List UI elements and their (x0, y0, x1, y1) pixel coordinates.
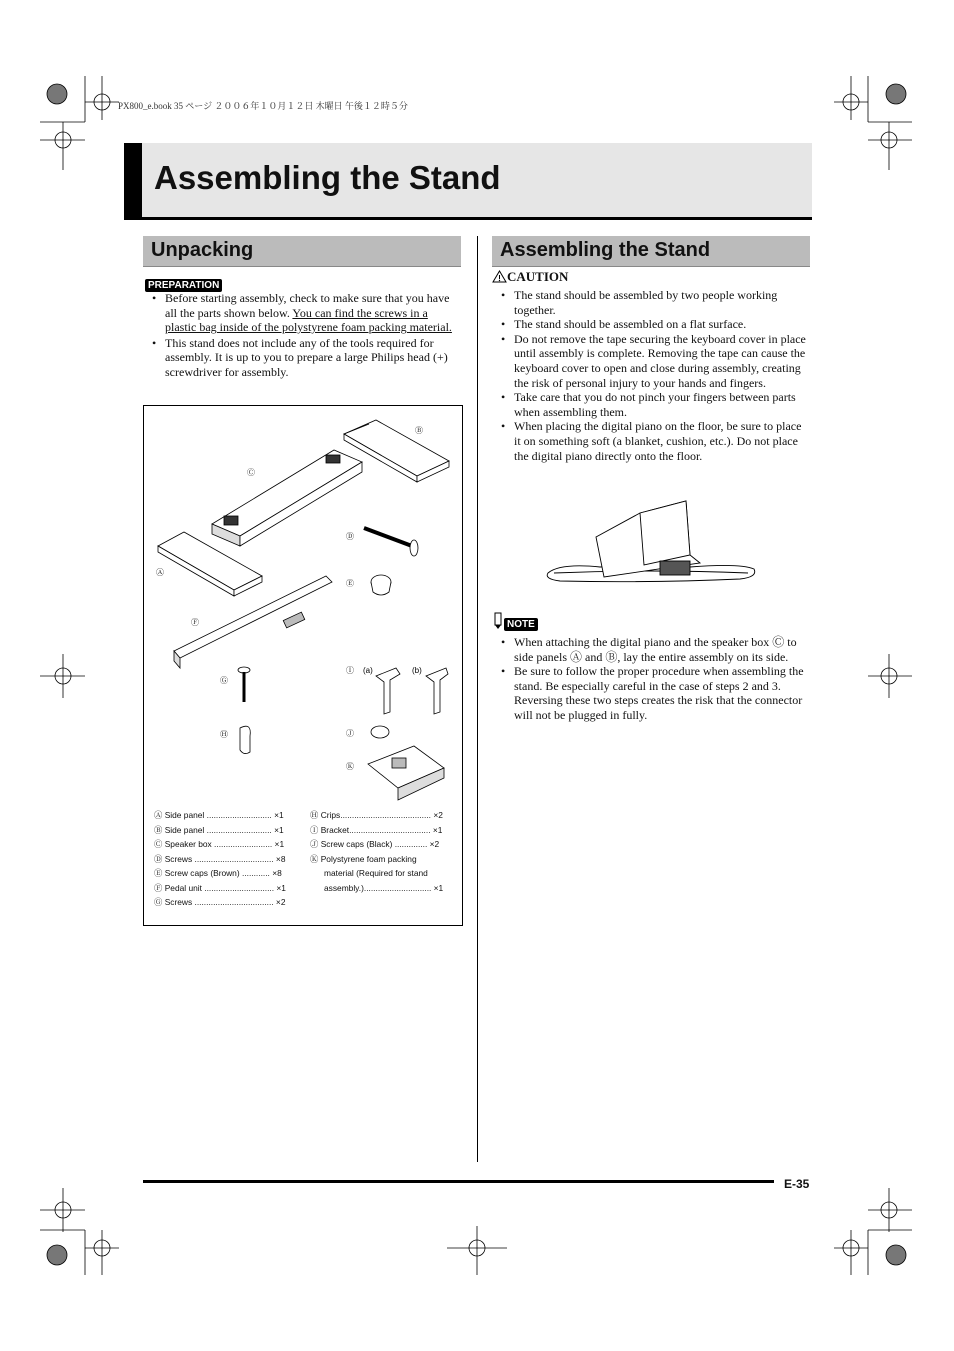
list-item (310, 837, 455, 852)
caution-list (501, 288, 809, 463)
parts-list-left (154, 808, 299, 910)
parts-figure-box (143, 405, 463, 926)
unpacking-list (152, 291, 460, 380)
list-item: • When attaching the digital piano and the speaker box Ⓒ to side panels Ⓐ and Ⓑ, lay the entire assembly on its side. (501, 635, 811, 664)
label-a: Ⓐ (156, 568, 164, 577)
part-text: Screw caps (Brown) ............ ×8 (164, 868, 282, 878)
part-letter: Ⓒ (154, 839, 163, 849)
section-unpacking-header (143, 236, 461, 267)
bullet-text-underlined: You can find the screws in a plastic bag inside of the polystyrene foam packing material. (165, 305, 452, 335)
label-e: Ⓔ (346, 579, 354, 588)
label-g: Ⓖ (220, 676, 228, 685)
list-item (154, 895, 299, 910)
warning-icon (492, 270, 507, 283)
part-letter: Ⓗ (310, 810, 319, 820)
section-unpacking-title: Unpacking (151, 239, 254, 261)
part-letter: Ⓙ (310, 839, 319, 849)
page-number: E-35 (784, 1177, 810, 1191)
note-badge: NOTE (504, 618, 538, 631)
foam-k-drawing (368, 746, 444, 800)
part-text: Polystyrene foam packing (320, 853, 417, 864)
part-text: Crips....................................... ×2 (320, 810, 443, 820)
label-sub-b: (b) (412, 666, 422, 675)
list-item: • When placing the digital piano on the floor, be sure to place it on something soft (a blanket, cushion, etc.). Do not place the digital piano directly onto the floor. (501, 419, 809, 463)
page-title: Assembling the Stand (154, 159, 501, 196)
part-letter: Ⓐ (154, 810, 163, 820)
label-i: Ⓘ (346, 666, 354, 675)
part-text: Screws .................................. ×8 (164, 853, 286, 864)
part-text: Side panel ............................ ×1 (164, 810, 284, 820)
list-item (310, 823, 455, 838)
label-sub-a: (a) (363, 666, 373, 675)
list-item (154, 866, 299, 881)
part-text: Bracket................................... ×1 (320, 824, 443, 835)
list-item (154, 881, 299, 896)
part-letter: Ⓘ (310, 824, 319, 835)
part-letter: Ⓔ (154, 868, 163, 878)
label-k: Ⓚ (346, 762, 354, 771)
section-assembling-header (492, 236, 810, 267)
part-letter: Ⓓ (154, 853, 163, 864)
part-text: Side panel ............................ ×1 (164, 824, 284, 835)
bullet-text: Before starting assembly, check to make sure that you have all the parts shown below. (165, 291, 450, 320)
label-h: Ⓗ (220, 730, 228, 739)
part-letter: Ⓚ (310, 853, 319, 864)
label-b: Ⓑ (415, 426, 423, 435)
list-item (154, 837, 299, 852)
list-item (310, 881, 455, 896)
part-text: Screws .................................. ×2 (164, 897, 286, 907)
pedal-unit-f-drawing (174, 576, 332, 658)
pencil-icon (492, 612, 504, 630)
bracket-i-b-drawing (426, 668, 448, 714)
piano-on-blanket-illustration (540, 495, 762, 587)
parts-list-right (310, 808, 455, 895)
list-item: • Do not remove the tape securing the keyboard cover in place until assembly is complete. Removing the tape can cause the keyboard cover to open and close during assembly, creating the risk of personal injury to your hands and fingers. (501, 332, 809, 390)
label-c: Ⓒ (247, 468, 255, 477)
note-list (501, 635, 811, 723)
label-d: Ⓓ (346, 532, 354, 541)
preparation-badge: PREPARATION (145, 279, 222, 292)
print-header-info: PX800_e.book 35 ページ ２００６年１０月１２日 木曜日 午後１２時５分 (118, 101, 408, 111)
list-item: • Be sure to follow the proper procedure when assembling the stand. Be especially careful in the case of steps 2 and 3. Reversing these two steps creates the risk that the connector will not be plugged in fully. (501, 664, 811, 722)
section-assembling-title: Assembling the Stand (500, 239, 711, 261)
page-title-bar (124, 143, 812, 220)
parts-illustration (144, 406, 462, 806)
list-item (310, 808, 455, 823)
list-item (310, 852, 455, 867)
note-heading (492, 612, 538, 632)
list-item (154, 852, 299, 867)
part-letter: Ⓖ (154, 897, 163, 907)
label-j: Ⓙ (346, 729, 354, 738)
list-item: • Take care that you do not pinch your fingers between parts when assembling them. (501, 390, 809, 419)
list-item: • This stand does not include any of the tools required for assembly. It is up to you to prepare a large Philips head (+) screwdriver for assembly. (152, 336, 460, 380)
caution-heading (492, 269, 568, 285)
list-item (310, 866, 455, 881)
column-divider (477, 236, 478, 1162)
label-f: Ⓕ (191, 618, 199, 627)
screw-cap-j-drawing (371, 726, 389, 738)
screw-g-drawing (238, 667, 250, 702)
list-item (154, 823, 299, 838)
part-letter: Ⓕ (154, 882, 163, 893)
screw-d-drawing (364, 528, 418, 556)
list-item: • The stand should be assembled on a flat surface. (501, 317, 809, 332)
title-accent-block (124, 143, 142, 220)
clip-h-drawing (240, 726, 250, 753)
part-text: Pedal unit .............................. ×1 (164, 882, 286, 893)
part-text: Screw caps (Black) .............. ×2 (320, 839, 440, 849)
footer-rule (143, 1180, 774, 1183)
caution-label: CAUTION (507, 269, 569, 284)
part-text: Speaker box ......................... ×1 (164, 839, 285, 849)
part-text: material (Required for stand (324, 868, 428, 878)
list-item (154, 808, 299, 823)
list-item (152, 291, 460, 335)
bracket-i-a-drawing (376, 668, 400, 714)
list-item: • The stand should be assembled by two people working together. (501, 288, 809, 317)
part-letter: Ⓑ (154, 824, 163, 835)
part-text: assembly.)............................. ×1 (324, 882, 444, 893)
